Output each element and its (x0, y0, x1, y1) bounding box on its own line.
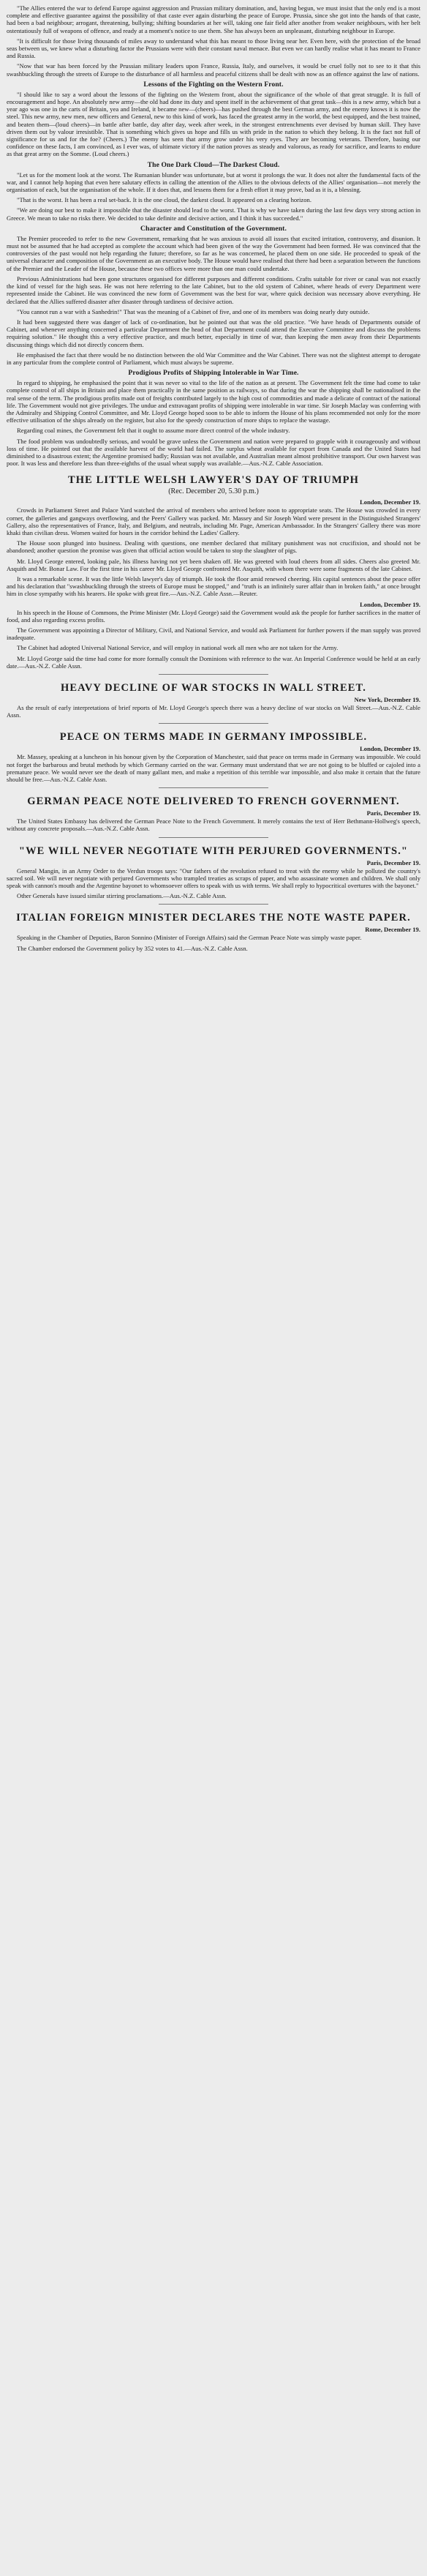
subheading: Lessons of the Fighting on the Western Front. (143, 80, 284, 89)
section-western-front (7, 80, 420, 158)
divider (159, 837, 268, 838)
paragraph: Mr. Massey, speaking at a luncheon in his honour given by the Corporation of Manchester, said that peace on terms made in Germany was impossible. We could not forget the barbarous and brutal methods by which Germany carried on the war. Germany must understand that we are not going to be bluffed or cajoled into a premature peace. We would never see the death of many gallant men, and make a repetition of this terrible war impossible, and also make it certain that the future should be free.—Aus.-N.Z. Cable Assn. (7, 753, 420, 784)
dateline: London, December 19. (360, 498, 420, 506)
article-wall-street (7, 682, 420, 719)
paragraph: The United States Embassy has delivered the German Peace Note to the French Government. It merely contains the text of Herr Bethmann-Hollweg's speech, without any concrete proposals.—Aus.-N.Z. Cable Assn. (7, 817, 420, 833)
paragraph: "Now that war has been forced by the Prussian military leaders upon France, Russia, Italy, and ourselves, it would be cruel folly not to see to it that this swashbuckling through the streets of Europe to the disturbance of all harmless and peaceful citizens shall be dealt with now as an offence against the law of nations. (7, 62, 420, 78)
dateline: Paris, December 19. (366, 809, 420, 817)
article-german-peace-note (7, 795, 420, 832)
paragraph: In regard to shipping, he emphasised the point that it was never so vital to the life of the nation as at present. The Government felt the time had come to take complete control of all ships in Britain and place them practically in the same position as railways, so that during the war the shipping shall be nationalised in the real sense of the term. The prodigious profits made out of freights contributed largely to the high cost of commodities and made a delicate of contract of the national life. The Government would not give privileges. The undue and extravagant profits of shipping were intolerable in war time. Sir Joseph Maclay was conferring with the Admiralty and Shipping Control Committee, and Mr. Lloyd George hoped soon to be able to inform the House of his plans recommended not only for the more effective utilisation of the ships already on the register, but also for the speedy construction of more ships to replace the wastage. (7, 379, 420, 424)
paragraph: Previous Administrations had been gone structures organised for different purposes and different conditions. Crafts suitable for river or canal was not exactly the kind of vessel for the high seas. He was not here referring to the late Cabinet, but to the old system of Cabinet, where heads of every Department were represented inside the Cabinet. He was convinced the new form of Government was the best for war, where quick decision was necessary above everything. He declared that the Allies suffered disaster after disaster through tardiness of decisive action. (7, 274, 420, 305)
article-headline: ITALIAN FOREIGN MINISTER DECLARES THE NOTE WASTE PAPER. (16, 912, 411, 924)
paragraph: In his speech in the House of Commons, the Prime Minister (Mr. Lloyd George) said the Government would ask the people for further sacrifices in the matter of food, and also regarding excess profits. (7, 608, 420, 624)
article-headline: "WE WILL NEVER NEGOTIATE WITH PERJURED GOVERNMENTS." (18, 845, 409, 857)
paragraph: "Let us for the moment look at the worst. The Rumanian blunder was unfortunate, but at worst it prolongs the war. It does not alter the fundamental facts of the war, and I cannot help hoping that even here salutary effects in calling the attention of the Allies to the obvious defects of the Allies' organisation—not merely the organisation of each, but the organisation of the whole. If it does that, and lessens them for a fresh effort it may prove, bad as it is, a blessing. (7, 171, 420, 194)
paragraph: "That is the worst. It has been a real set-back. It is the one cloud, the darkest cloud. It appeared on a clearing horizon. (17, 196, 311, 204)
paragraph: It was a remarkable scene. It was the little Welsh lawyer's day of triumph. He took the floor amid renewed cheering. His capital sentences about the peace offer and his declaration that "swashbuckling through the streets of Europe must be stopped," and "truth is an infinitely surer affair than in broken faith," at once brought him in close sympathy with his hearers. He spoke with great fire.—Aus.-N.Z. Cable Assn.—Reuter. (7, 574, 420, 598)
paragraph: The Cabinet had adopted Universal National Service, and will employ in national work all men who are not taken for the Army. (17, 644, 339, 652)
article-headline: HEAVY DECLINE OF WAR STOCKS IN WALL STREET. (61, 682, 366, 694)
paragraph: "We are doing our best to make it impossible that the disaster should lead to the worst. That is why we have taken during the last few days very strong action in Greece. We mean to take no risks there. We decided to take definite and decisive action, and I think it has succeeded." (7, 206, 420, 222)
divider (159, 674, 268, 675)
paragraph: The food problem was undoubtedly serious, and would be grave unless the Government and nation were prepared to grapple with it courageously and without loss of time. He pointed out that the available harvest of the world had failed. The surplus wheat available for export from Canada and the United States had diminished to a disastrous extent; the Argentine promised badly; Russian was not available, and Australian meant almost prohibitive transport. Our own harvest was poor. It was less and therefore less than three-eighths of the usual wheat supply was available.—Aus.-N.Z. Cable Association. (7, 437, 420, 468)
subheading: Prodigious Profits of Shipping Intolerable in War Time. (128, 369, 299, 378)
paragraph: As the result of early interpretations of brief reports of Mr. Lloyd George's speech there was a heavy decline of war stocks on Wall Street.—Aus.-N.Z. Cable Assn. (7, 704, 420, 719)
article-perjured-governments (7, 845, 420, 900)
paragraph: Regarding coal mines, the Government felt that it ought to assume more direct control of the whole industry. (17, 427, 290, 435)
article-peace-terms (7, 731, 420, 783)
paragraph: He emphasised the fact that there would be no distinction between the old War Committee and the War Cabinet. There was not the slightest attempt to derogate in any particular from the complete control of Parliament, which must always be supreme. (7, 351, 420, 366)
paragraph: The Government was appointing a Director of Military, Civil, and National Service, and would ask Parliament for further powers if the man supply was proved inadequate. (7, 626, 420, 642)
dateline: New York, December 19. (354, 696, 420, 704)
section-dark-cloud (7, 161, 420, 222)
paragraph: "You cannot run a war with a Sanhedrin!" That was the meaning of a Cabinet of five, and one of its members was doing nearly duty outside. (17, 307, 370, 315)
paragraph: "I should like to say a word about the lessons of the fighting on the Western front, about the significance of the whole of that great struggle. It is full of encouragement and hope. An absolutely new army—the old had done its duty and spent itself in the achievement of that great task—this is a new army, which but a year ago was one in the carts of Britain, yea and Ireland, it became new—(cheers)—has pushed through the best German army, and the enemy knows it is now the steel. This new army, new men, new officers and General, new to this kind of work, has faced the greatest army in the world, the best equipped, and the best trained, and beaten them—(loud cheers)—in battle after battle, day after day, week after week, in the strongest entrenchments ever devised by human skill. They have driven them out by valour irresistible. That is something which gives us hope and fills us with pride in the nation to which they belong. It is the fact not full of significance for us and for the foe? (Cheers.) The enemy has seen that army grow under his very eyes. They are becoming veterans. Therefore, basing our confidence on these facts, I am convinced, as I ever was, of ultimate victory if the nation proves as steady and valorous, as ready for sacrifice, and learns to endure as that great army on the Somme. (Loud cheers.) (7, 90, 420, 158)
paragraph: The Premier proceeded to refer to the new Government, remarking that he was anxious to avoid all issues that excited irritation, controversy, and disunion. It must not be assumed that he had accepted as complete the account which had been given of the way the Government had been formed. He was convinced that the controversies of the past would not help regarding the future; therefore, so far as he was concerned, he placed them on one side. He proceeded to speak of the universal character and composition of the Government as an executive body. The House would have realised that there had been a separation between the functions of the Premier and the Leader of the House, because these two offices were more than one man could undertake. (7, 234, 420, 272)
divider (159, 787, 268, 788)
article-headline: PEACE ON TERMS MADE IN GERMANY IMPOSSIBLE. (59, 731, 368, 744)
article-italian-minister (7, 912, 420, 951)
article-welsh-lawyer (7, 474, 420, 670)
paragraph: Crowds in Parliament Street and Palace Yard watched the arrival of members who arrived before noon to appropriate seats. The House was crowded in every corner, the galleries and gangways overflowing, and the Peers' Gallery was packed. Mr. Massey and Sir Joseph Ward were present in the Distinguished Strangers' Gallery, also the representatives of France, Italy, and Belgium, and neutrals, including Mr. Page, American Ambassador. In the Strangers' Gallery there was more khaki than civilian dress. Women waited for hours in the corridor behind the Ladies' Gallery. (7, 506, 420, 536)
paragraph: "It is difficult for those living thousands of miles away to understand what this has meant to those living near her. Even here, with the protection of the broad seas between us, we knew what a disturbing factor the Prussians were with their constant naval menace. But even we can hardly realise what it has meant to France and Russia. (7, 37, 420, 60)
dateline: London, December 19. (360, 745, 420, 753)
paragraph: The House soon plunged into business. Dealing with questions, one member declared that military punishment was not crucifixion, and should not be abandoned; another question the promise was given that official action would be taken to stop the slaughter of pigs. (7, 539, 420, 555)
received-time: (Rec. December 20, 5.30 p.m.) (168, 487, 259, 496)
dateline: Paris, December 19. (366, 858, 420, 866)
paragraph: Speaking in the Chamber of Deputies, Baron Sonnino (Minister of Foreign Affairs) said the German Peace Note was simply waste paper. (17, 934, 362, 942)
paragraph: It had been suggested there was danger of lack of co-ordination, but he pointed out that was the old practice. "We have heads of Departments outside of Cabinet, and whenever anything concerned a particular Department the head of that Department could attend the Executive Committee and discuss the problems requiring solution." He thought this a very effective practice, and much better, especially in time of war, than keeping the men away from their Departments discussing things which did not directly concern them. (7, 318, 420, 348)
newspaper-page (7, 0, 420, 959)
paragraph: General Mangin, in an Army Order to the Verdun troops says: "Our fathers of the revolution refused to treat with the enemy while he polluted the country's sacred soil. We will never negotiate with perjured Governments who trampled treaties as scraps of paper, and who assassinate women and children. We shall only speak with cannon's mouth and the Argentine bayonet to whomsoever offers to speak with us with terms. We shall reply to hypocritical overtures with the bayonet." (7, 866, 420, 890)
paragraph: Mr. Lloyd George entered, looking pale, his illness having not yet been shaken off. He was greeted with loud cheers from all sides. Cheers also greeted Mr. Asquith and Mr. Bonar Law. For the first time in his career Mr. Lloyd George confronted Mr. Asquith, with whom there were some fragments of the late Cabinet. (7, 557, 420, 572)
article-headline: THE LITTLE WELSH LAWYER'S DAY OF TRIUMPH (68, 474, 359, 487)
section-allies-war-aims (7, 4, 420, 78)
divider (159, 723, 268, 724)
article-headline: GERMAN PEACE NOTE DELIVERED TO FRENCH GOVERNMENT. (27, 795, 400, 808)
divider (159, 904, 268, 905)
paragraph: Other Generals have issued similar stirring proclamations.—Aus.-N.Z. Cable Assn. (17, 892, 227, 900)
paragraph: The Chamber endorsed the Government policy by 352 votes to 41.—Aus.-N.Z. Cable Assn. (17, 944, 248, 952)
subheading: Character and Constitution of the Government. (140, 224, 287, 233)
dateline: London, December 19. (360, 600, 420, 608)
subheading: The One Dark Cloud—The Darkest Cloud. (147, 160, 280, 169)
paragraph: Mr. Lloyd George said the time had come for more formally consult the Dominions with reference to the war. An Imperial Conference would be held at an early date.—Aus.-N.Z. Cable Assn. (7, 654, 420, 670)
section-government-constitution (7, 225, 420, 366)
dateline: Rome, December 19. (365, 926, 420, 934)
paragraph: "The Allies entered the war to defend Europe against aggression and Prussian military domination, and, having begun, we must insist that the only end is a most complete and effective guarantee against the possibility of that caste ever again disturbing the peace of Europe. Prussia, since she got into the hands of that caste, had been a bad neighbour; arrogant, threatening, bullying; shifting boundaries at her will, taking one fair field after another from weaker neighbours, with her belt ostentatiously full of weapons of offence, and ready at a moment's notice to use them. She has always been an unpleasant, disturbing neighbour in Europe. (7, 4, 420, 34)
section-shipping-profits (7, 369, 420, 467)
